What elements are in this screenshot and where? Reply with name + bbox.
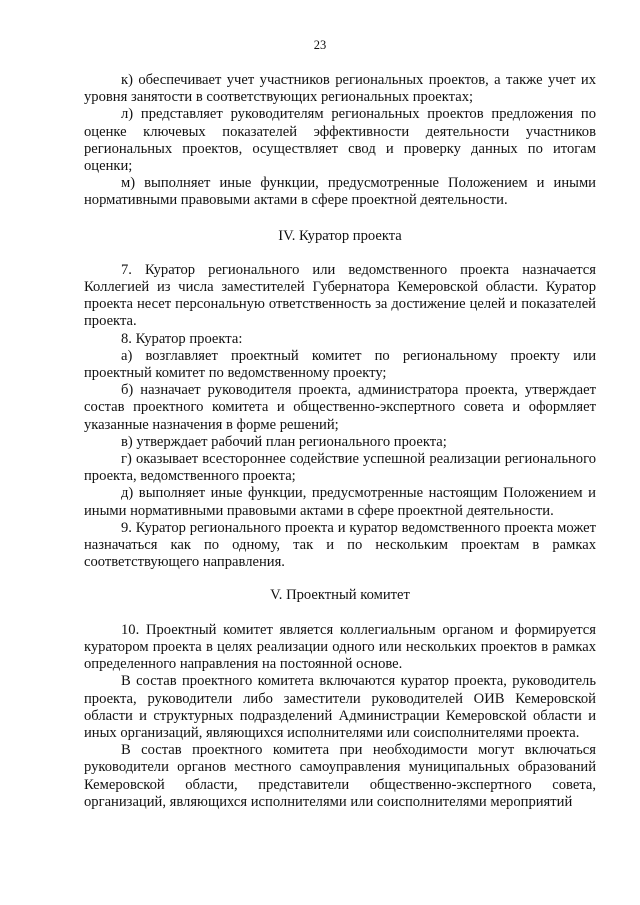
paragraph-8v: в) утверждает рабочий план регионального проекта;: [121, 433, 447, 450]
paragraph-8a: а) возглавляет проектный комитет по региональному проекту или проектный комитет по ведомственному проекту;: [84, 347, 596, 382]
paragraph-10-composition: В состав проектного комитета включаются куратор проекта, руководитель проекта, руководители либо заместители руководителей ОИВ Кемеровской области и структурных подразделений Администрации Кемеровской области и иных организаций, являющихся исполнителями или соисполнителями проекта.: [84, 673, 596, 741]
paragraph-7: 7. Куратор регионального или ведомственного проекта назначается Коллегией из числа заместителей Губернатора Кемеровской области. Куратор проекта несет персональную ответственность за достижение целей и показателей проекта.: [84, 261, 596, 330]
paragraph-l: л) представляет руководителям региональных проектов предложения по оценке ключевых показателей эффективности деятельности участников региональных проектов, осуществляет свод и проверку данных по итогам оценки;: [84, 106, 596, 175]
section-heading-v: V. Проектный комитет: [270, 587, 410, 604]
document-body: [84, 72, 596, 811]
paragraph-8d: д) выполняет иные функции, предусмотренные настоящим Положением и иными нормативными правовыми актами в сфере проектной деятельности.: [84, 485, 596, 519]
page-number: 23: [313, 38, 327, 52]
paragraph-8b: б) назначает руководителя проекта, администратора проекта, утверждает состав проектного комитета и общественно-экспертного совета и оформляет указанные назначения в форме решений;: [84, 382, 596, 433]
paragraph-8g: г) оказывает всестороннее содействие успешной реализации регионального проекта, ведомственного проекта;: [84, 451, 596, 485]
paragraph-8: 8. Куратор проекта:: [121, 330, 243, 347]
section-heading-iv: IV. Куратор проекта: [278, 227, 402, 244]
paragraph-10: 10. Проектный комитет является коллегиальным органом и формируется куратором проекта в целях реализации одного или нескольких проектов в рамках определенного направления на постоянной основе.: [84, 621, 596, 673]
paragraph-9: 9. Куратор регионального проекта и куратор ведомственного проекта может назначаться как по одному, так и по нескольким проектам в рамках соответствующего направления.: [84, 519, 596, 571]
paragraph-10-optional-members: В состав проектного комитета при необходимости могут включаться руководители органов местного самоуправления муниципальных образований Кемеровской области, представители общественно-экспертного совета, организаций, являющихся исполнителями или соисполнителями мероприятий: [84, 742, 596, 810]
paragraph-k: к) обеспечивает учет участников региональных проектов, а также учет их уровня занятости в соответствующих региональных проектах;: [84, 72, 596, 106]
paragraph-m: м) выполняет иные функции, предусмотренные Положением и иными нормативными правовыми актами в сфере проектной деятельности.: [84, 175, 596, 209]
